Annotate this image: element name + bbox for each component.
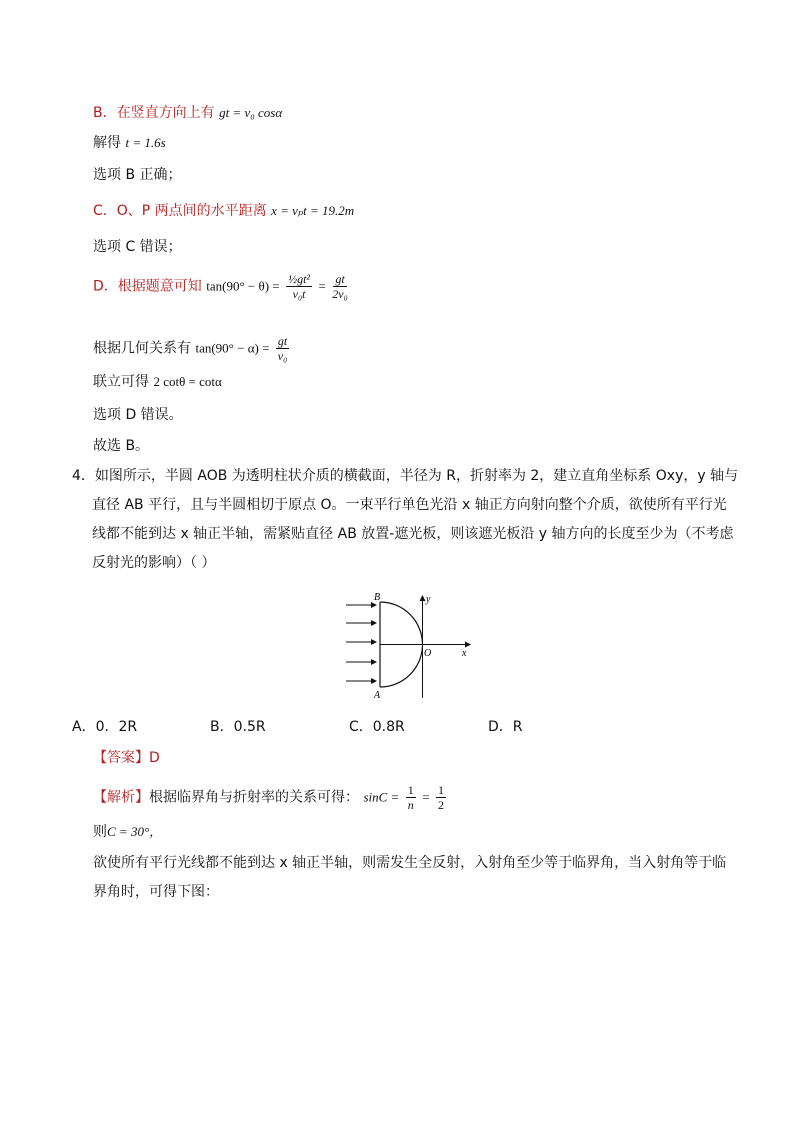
option-d-fraction-2 [332,272,348,301]
question-line-4: 反射光的影响）（ ） [92,555,216,571]
equals-sign: = [318,278,326,294]
geometry-fraction [276,334,289,363]
analysis-line-4: 界角时，可得下图： [93,884,219,900]
fraction-numerator: gt [277,334,288,348]
solve-equation: t = 1.6s [125,135,166,150]
label-a: A [374,690,381,701]
option-b-label: B．在竖直方向上有 [93,105,215,121]
combine-label: 联立可得 [93,374,149,390]
analysis-fraction-2 [436,783,446,812]
fraction-denominator: v₀ [277,349,288,363]
analysis-line-1 [93,783,448,812]
question-line-1 [72,462,739,491]
fraction-numerator: 1 [407,783,414,797]
fraction-denominator: n [407,798,414,812]
fraction-denominator: 2v₀ [332,287,348,301]
question-number: 4． [72,468,95,484]
analysis-tag: 【解析】 [93,789,149,806]
solve-label: 解得 [93,135,121,151]
label-o: O [424,648,432,659]
fraction-numerator: ½gt² [288,272,311,286]
option-d-analysis [93,272,350,301]
analysis-eq-mid: = [422,789,430,805]
label-x: x [462,648,467,659]
option-d: D．R [488,719,523,735]
analysis-text: 根据临界角与折射率的关系可得： [149,789,359,806]
option-d-label: D．根据题意可知 [93,278,202,295]
option-b-equation: gt = v₀ cosα [219,105,283,120]
answer-options [72,716,732,738]
option-c-analysis [93,201,354,221]
geometry-label: 根据几何关系有 [93,340,191,357]
fraction-numerator: 1 [438,783,445,797]
semicircle-figure [340,590,480,706]
fraction-denominator: v₀t [292,287,306,301]
option-c: C．0.8R [349,719,405,735]
semicircle-diagram [340,590,480,702]
option-d-verdict: 选项 D 错误。 [93,407,183,423]
analysis-line-2 [93,822,162,842]
combine-equation: 2 cotθ = cotα [153,374,222,389]
option-d-fraction-1 [286,272,312,301]
fraction-denominator: 2 [438,798,445,812]
geometry-relation [93,334,291,363]
analysis-line-2-prefix: 则 [93,824,107,840]
option-b-verdict: 选项 B 正确； [93,167,182,183]
option-b: B．0.5R [210,719,266,735]
analysis-line-3: 欲使所有平行光线都不能到达 x 轴正半轴，则需发生全反射，入射角至少等于临界角，当入射角等于临 [93,855,727,871]
label-b: B [374,592,381,603]
analysis-line-2-eq: C = 30°， [107,824,163,839]
analysis-eq-lhs: sinC = [363,789,400,805]
geometry-lhs: tan(90° − α) = [195,340,270,356]
label-y: y [426,594,431,605]
solve-line [93,133,166,153]
answer-line [93,748,160,768]
option-c-verdict: 选项 C 错误； [93,239,182,255]
answer-tag: 【答案】 [93,750,149,766]
answer-value: D [149,750,160,766]
option-a: A．0．2R [72,719,138,735]
analysis-fraction-1 [406,783,416,812]
question-4 [72,462,739,578]
final-choice: 故选 B。 [93,438,150,454]
question-text-1: 如图所示，半圆 AOB 为透明柱状介质的横截面，半径为 R，折射率为 2，建立直角坐标系 Oxy，y 轴与 [94,468,739,484]
option-b-analysis [93,103,282,123]
combine-line [93,372,222,392]
question-line-3: 线都不能到达 x 轴正半轴，需紧贴直径 AB 放置-遮光板，则该遮光板沿 y 轴方向的长度至少为（不考虑 [92,526,734,542]
option-c-label: C．O、P 两点间的水平距离 [93,203,267,219]
option-c-equation: x = vₚt = 19.2m [271,203,355,218]
fraction-numerator: gt [335,272,345,286]
question-line-2: 直径 AB 平行，且与半圆相切于原点 O。一束平行单色光沿 x 轴正方向射向整个介质，欲使所有平行光 [92,497,727,513]
option-d-lhs: tan(90° − θ) = [206,278,280,294]
